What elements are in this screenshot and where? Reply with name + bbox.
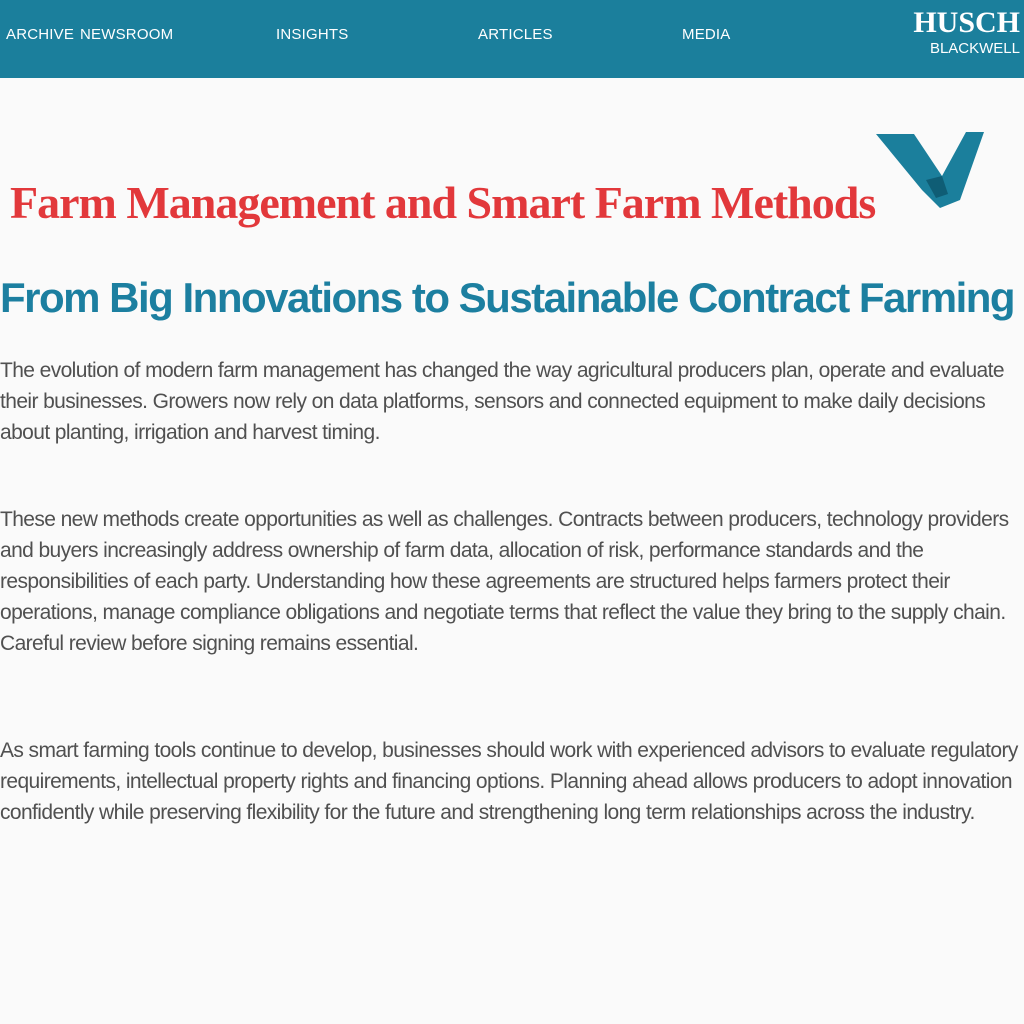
article-paragraph: The evolution of modern farm management has changed the way agricultural producers plan, operate and evaluate their businesses. Growers now rely on data platforms, sensors and connected equipment to make daily decisions about planting, irrigation and harvest timing. [0,359,1004,444]
nav-item-insights[interactable]: INSIGHTS [276,26,349,43]
nav-item-archive[interactable]: ARCHIVE [6,26,75,43]
checkmark-logo-icon [876,132,986,212]
brand-subline: BLACKWELL [929,40,1020,57]
nav-item-media[interactable]: MEDIA [682,26,731,43]
brand-name: HUSCH [913,6,1020,39]
article-paragraph: These new methods create opportunities as well as challenges. Contracts between producers, technology providers and buyers increasingly address ownership of farm data, allocation of risk, performance standards and the responsibilities of each party. Understanding how these agreements are structured helps farmers protect their operations, manage compliance obligations and negotiate terms that reflect the value they bring to the supply chain. Careful review before signing remains essential. [0,508,1009,655]
article-headline: Farm Management and Smart Farm Methods [10,177,876,228]
top-navigation-bar [0,0,1024,78]
article-subheadline: From Big Innovations to Sustainable Contract Farming [0,274,1015,321]
nav-item-articles[interactable]: ARTICLES [478,26,553,43]
nav-item-newsroom[interactable]: NEWSROOM [80,26,174,43]
article-paragraph: As smart farming tools continue to develop, businesses should work with experienced advisors to evaluate regulatory requirements, intellectual property rights and financing options. Planning ahead allows producers to adopt innovation confidently while preserving flexibility for the future and strengthening long term relationships across the industry. [0,739,1018,824]
brand-logo[interactable] [913,8,1020,60]
